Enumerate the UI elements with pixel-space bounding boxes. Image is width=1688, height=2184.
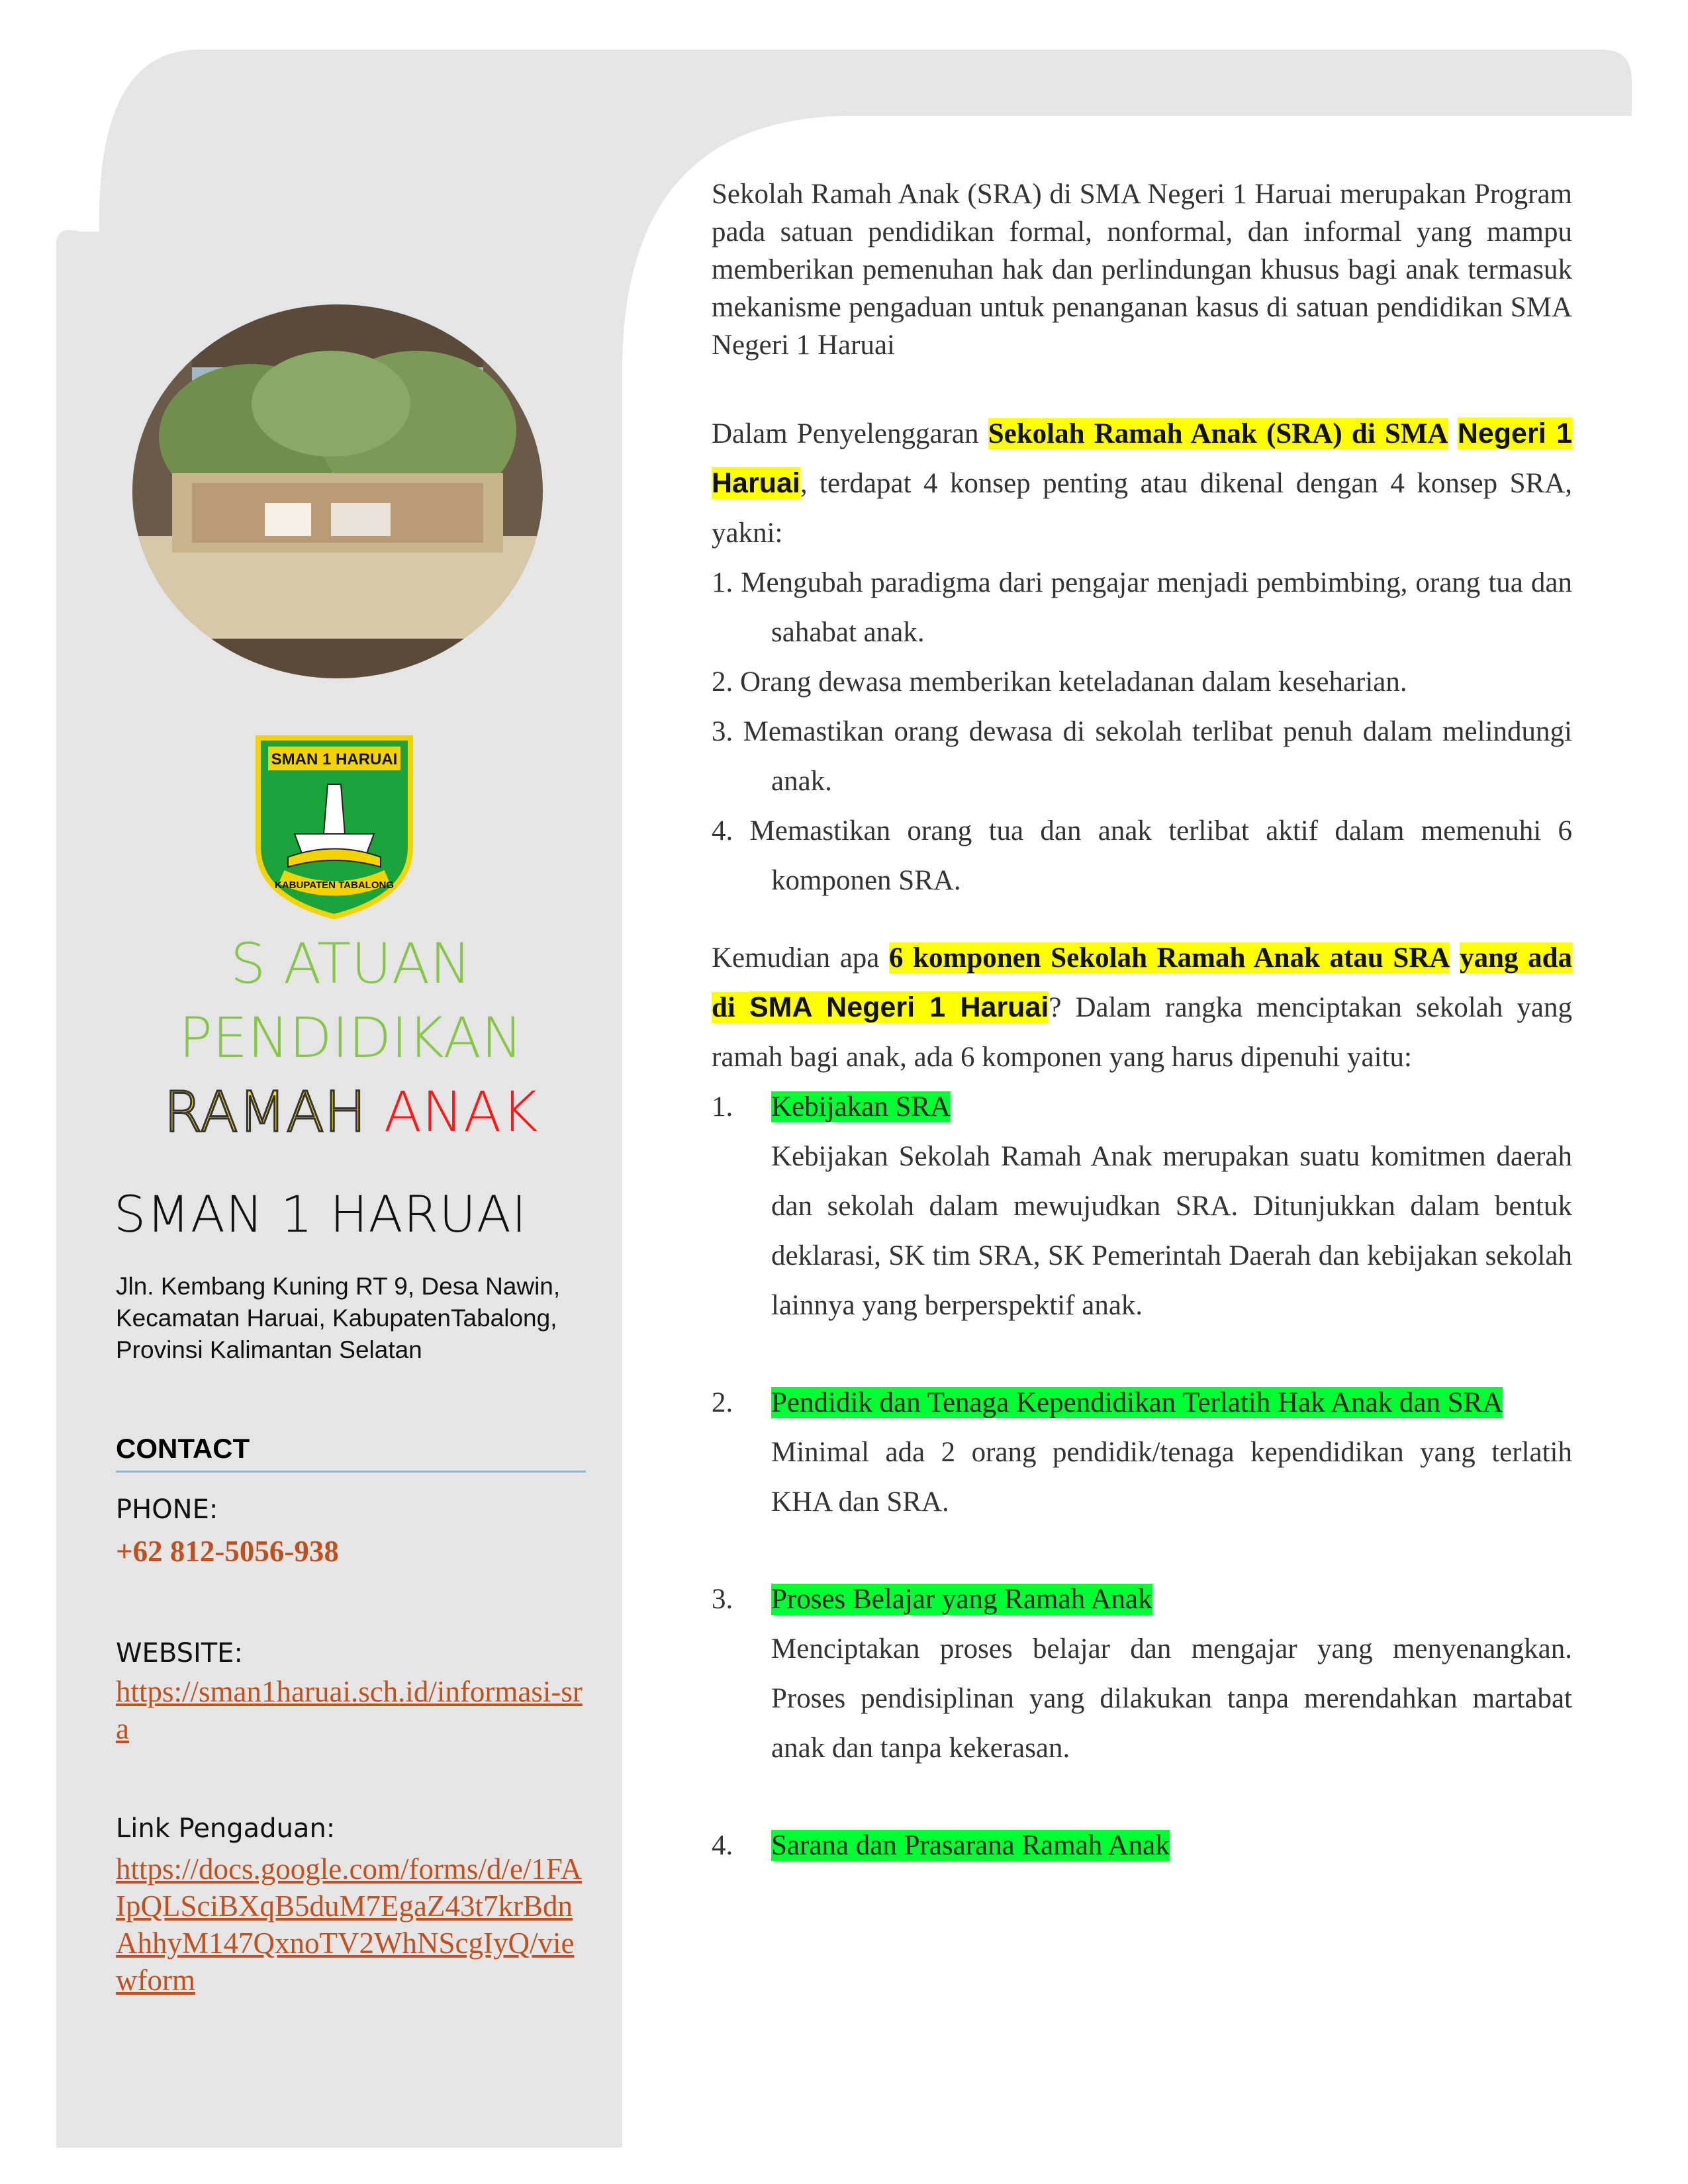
contact-divider	[116, 1471, 586, 1473]
complaint-label: Link Pengaduan:	[116, 1813, 336, 1844]
concept-intro-highlight-1: Sekolah Ramah Anak (SRA) di SMA	[988, 418, 1448, 449]
component-title: Pendidik dan Tenaga Kependidikan Terlatih Hak Anak dan SRA	[771, 1387, 1503, 1418]
intro-paragraph: Sekolah Ramah Anak (SRA) di SMA Negeri 1 Haruai merupakan Program pada satuan pendidikan formal, nonformal, dan informal yang mampu memberikan pemenuhan hak dan perlindungan khusus bagi anak termasuk mekanisme pengaduan untuk penanganan kasus di satuan pendidikan SMA Negeri 1 Haruai	[712, 179, 1572, 361]
phone-number[interactable]: +62 812-5056-938	[116, 1535, 339, 1568]
list-item: 3. Memastikan orang dewasa di sekolah terlibat penuh dalam melindungi anak.	[712, 716, 1572, 797]
tagline-ramah: RAMAH	[164, 1079, 366, 1144]
component-title: Sarana dan Prasarana Ramah Anak	[771, 1830, 1170, 1861]
component-list	[712, 1082, 1572, 1870]
component-title: Proses Belajar yang Ramah Anak	[771, 1584, 1152, 1615]
school-name: SMAN 1 HARUAI	[114, 1185, 528, 1244]
component-item	[712, 1821, 1572, 1870]
component-intro-after: ? Dalam rangka menciptakan sekolah yang ramah bagi anak, ada 6 komponen yang harus dipenuhi yaitu:	[712, 992, 1573, 1073]
school-address: Jln. Kembang Kuning RT 9, Desa Nawin, Kecamatan Haruai, KabupatenTabalong, Provinsi Kalimantan Selatan	[116, 1273, 561, 1363]
component-item	[712, 1082, 1572, 1330]
concept-intro-before: Dalam Penyelenggaran	[712, 418, 988, 449]
tagline-anak: ANAK	[383, 1079, 538, 1144]
component-number: 2.	[712, 1387, 733, 1418]
school-photo	[132, 304, 543, 678]
concept-list	[712, 558, 1572, 905]
component-description: Menciptakan proses belajar dan mengajar yang menyenangkan. Proses pendisiplinan yang dilakukan tanpa merendahkan martabat anak dan tanpa kekerasan.	[771, 1633, 1572, 1764]
list-item: 2. Orang dewasa memberikan keteladanan dalam keseharian.	[712, 666, 1407, 698]
component-item	[712, 1574, 1572, 1773]
component-item	[712, 1378, 1572, 1527]
component-number: 3.	[712, 1584, 733, 1615]
component-number: 1.	[712, 1091, 733, 1122]
svg-text:KABUPATEN TABALONG: KABUPATEN TABALONG	[275, 880, 394, 891]
school-crest-logo	[255, 735, 414, 920]
component-intro-highlight-2b: SMA Negeri 1 Haruai	[749, 991, 1049, 1023]
tagline-line3	[86, 1075, 616, 1149]
complaint-form-link[interactable]: https://docs.google.com/forms/d/e/1FAIpQLSciBXqB5duM7EgaZ43t7krBdnAhhyM147QxnoTV2WhNScgIyQ/viewform	[116, 1852, 583, 1997]
concept-intro-highlight-2: Negeri 1 Haruai	[712, 418, 1573, 499]
tagline	[86, 927, 616, 1149]
component-number: 4.	[712, 1830, 733, 1861]
component-intro-before: Kemudian apa	[712, 942, 889, 974]
website-link[interactable]: https://sman1haruai.sch.id/informasi-sra	[116, 1675, 583, 1745]
component-intro	[712, 933, 1572, 1082]
phone-label: PHONE:	[116, 1494, 218, 1525]
contact-heading: CONTACT	[116, 1433, 250, 1464]
component-title: Kebijakan SRA	[771, 1091, 951, 1122]
list-item: 4. Memastikan orang tua dan anak terlibat aktif dalam memenuhi 6 komponen SRA.	[712, 815, 1572, 896]
component-intro-highlight-2a: yang ada di	[712, 942, 1573, 1023]
website-label: WEBSITE:	[116, 1638, 243, 1668]
main-content	[712, 175, 1572, 1870]
concept-intro	[712, 409, 1572, 558]
tagline-line1: S ATUAN	[230, 931, 472, 996]
component-intro-highlight-1: 6 komponen Sekolah Ramah Anak atau SRA	[888, 942, 1450, 974]
tagline-line2: PENDIDIKAN	[179, 1005, 523, 1070]
svg-text:SMAN 1 HARUAI: SMAN 1 HARUAI	[271, 751, 398, 768]
concept-intro-after: , terdapat 4 konsep penting atau dikenal dengan 4 konsep SRA, yakni:	[712, 468, 1572, 549]
component-description: Minimal ada 2 orang pendidik/tenaga kependidikan yang terlatih KHA dan SRA.	[771, 1437, 1572, 1518]
list-item: 1. Mengubah paradigma dari pengajar menjadi pembimbing, orang tua dan sahabat anak.	[712, 567, 1572, 648]
component-description: Kebijakan Sekolah Ramah Anak merupakan suatu komitmen daerah dan sekolah dalam mewujudkan SRA. Ditunjukkan dalam bentuk deklarasi, SK tim SRA, SK Pemerintah Daerah dan kebijakan sekolah lainnya yang berperspektif anak.	[771, 1141, 1572, 1321]
